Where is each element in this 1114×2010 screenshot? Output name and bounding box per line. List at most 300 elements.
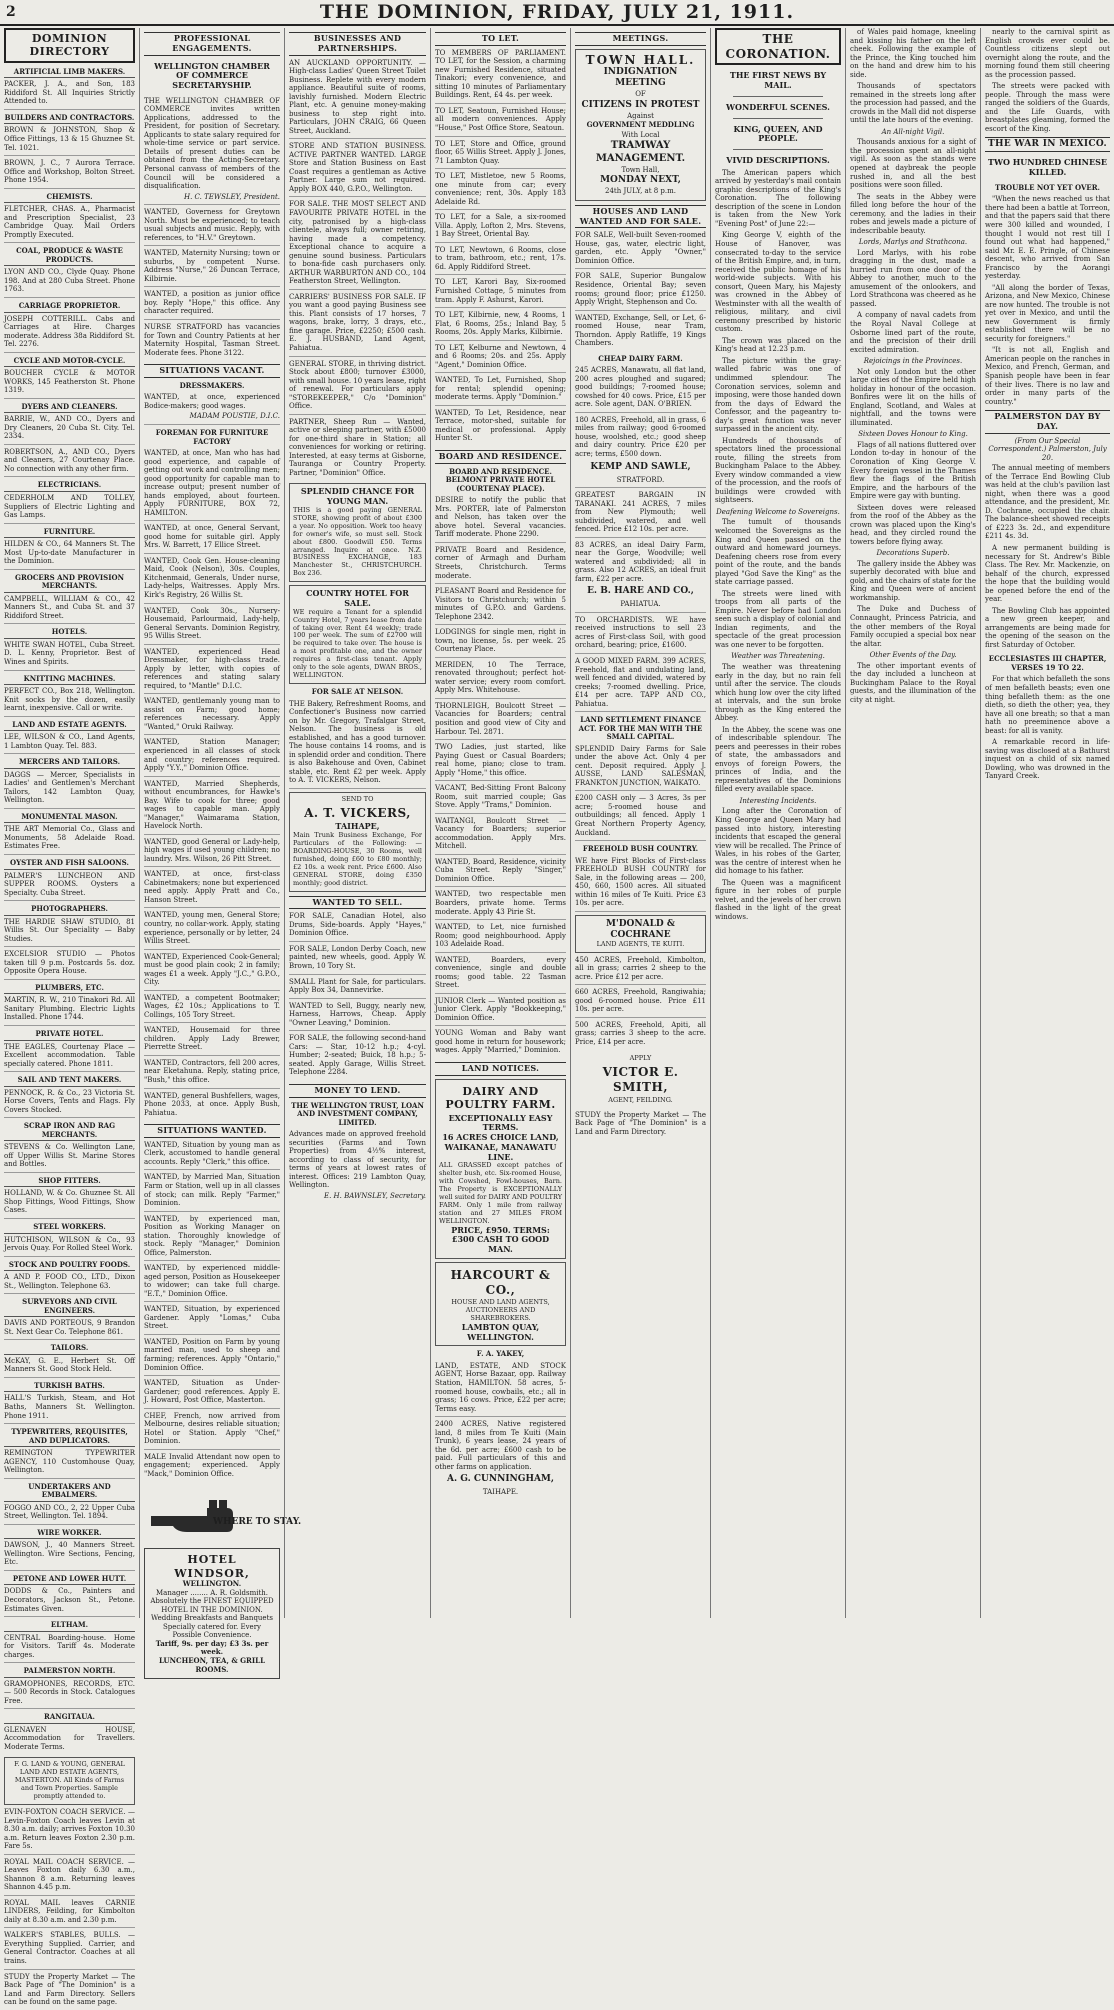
- situation-wanted-ad: WANTED, by Married Man, Situation Farm or Station, well up in all classes of stock; can milk. Reply "Farmer," Dominion.: [144, 1173, 280, 1211]
- directory-entry: HOLLAND, W. & Co. Ghuznee St. All Shop Fittings, Wood Fittings, Show Cases.: [4, 1189, 135, 1219]
- board-ad: WANTED, Boarders, every convenience, single and double rooms; good table. 22 Tasman Street.: [435, 956, 566, 994]
- situation-wanted-ad: WANTED, by experienced middle-aged person, Position as Housekeeper to widower; can take full charge. "E.T.," Dominion Office.: [144, 1264, 280, 1302]
- meeting-l10: MONDAY NEXT,: [600, 175, 681, 186]
- kemp-place: STRATFORD.: [616, 475, 665, 484]
- sell-ad: FOR SALE, Canadian Hotel, also Drums, Side-boards. Apply "Hayes," Dominion Office.: [289, 912, 426, 942]
- war-deck2: TROUBLE NOT YET OVER.: [995, 182, 1100, 192]
- house-ad: WANTED, Exchange, Sell, or Let, 6-roomed House, near Tram, Thorndon. Apply Ratliffe, 19 Kings Chambers.: [575, 313, 706, 348]
- directory-entry: JOSEPH COTTERILL. Cabs and Carriages at Hire. Charges moderate. Address 38a Riddiford St. Tel. 2276.: [4, 315, 135, 353]
- vickers-ad: [289, 792, 426, 892]
- country-hotel-body: WE require a Tenant for a splendid Country Hotel, 7 years lease from date of taking over. Rent £4 weekly; trade 100 per week. The sum of £2700 will be required to take over. The house is a most profitable one, and the owner requires a first-class tenant. Apply only to the sole agents, DWAN BROS., WELLINGTON.: [293, 607, 422, 680]
- hotel-extra: LUNCHEON, TEA, & GRILL ROOMS.: [158, 1655, 265, 1674]
- directory-entry: BROWN & JOHNSTON, Shop & Office Fittings, 13 & 15 Ghuznee St. Tel. 1021.: [4, 126, 135, 156]
- yakey-title: F. A. YAKEY,: [476, 1349, 525, 1359]
- directory-section-heading: STOCK AND POULTRY FOODS.: [4, 1260, 135, 1272]
- directory-section-heading: ELECTRICIANS.: [4, 480, 135, 492]
- story-paragraph: The streets were lined with troops from all parts of the Empire. Never before had London seen such a display of colonial and Indian regiments, and the spectacle of the great procession was one never to be forgotten.: [715, 589, 841, 649]
- situation-vacant-ad: WANTED, gentlemanly young man to assist on Farm; good home; references necessary. Apply "Wanted," Oruki Railway.: [144, 697, 280, 735]
- vacant-ads: [144, 524, 280, 1120]
- smith-ad: [575, 1052, 706, 1107]
- situation-vacant-ad: WANTED, experienced Head Dressmaker, for high-class trade. Apply by letter, with copies of references and stating salary required, to "Mantle" D.I.C.: [144, 648, 280, 695]
- sell-ad: SMALL Plant for Sale, for particulars. Apply Box 34, Dannevirke.: [289, 978, 426, 999]
- story-paragraph: King George V, eighth of the House of Hanover, was consecrated to-day to the service of the British Empire, and, in turn, received the public homage of his world-wide subjects. With his consort, Queen Mary, his Majesty was crowned in the Abbey of Westminster with all the wealth of religious, military, and civil ceremony prescribed by historic custom.: [715, 231, 841, 334]
- story-paragraph: The picture within the gray-walled fabric was one of undimmed splendour. The Coronation services, solemn and imposing, were those handed down from the days of Edward the Confessor, and the pageantry to-day's great function was never surpassed in the ancient city.: [715, 356, 841, 434]
- directory-section-heading: GROCERS AND PROVISION MERCHANTS.: [4, 573, 135, 593]
- column-news: [980, 28, 1114, 1618]
- chamber-sub: SECRETARYSHIP.: [172, 80, 252, 90]
- coach-ad: EVIN-FOXTON COACH SERVICE. — Levin-Foxton Coach leaves Levin at 8.30 a.m. daily; arrives Foxton 10.30 a.m. Return leaves Foxton 2.30 p.m. Fare 5s.: [4, 1808, 135, 1855]
- yakey-ad: [435, 1349, 566, 1417]
- chamber-sig: H. C. TEWSLEY, President.: [183, 192, 280, 201]
- situation-vacant-ad: WANTED, good General or Lady-help, high wages if used young children; no laundry. Mrs. Wilson, 26 Pitt Street.: [144, 838, 280, 868]
- sell-ad: FOR SALE, London Derby Coach, new painted, new wheels, good. Apply W. Brown, 10 Tory St.: [289, 945, 426, 975]
- hand-pointer-icon: [147, 1486, 302, 1542]
- situation-vacant-ad: WANTED, Cook 30s., Nursery-Housemaid, Parlourmaid, Lady-help, General Servants. Dominion Registry, 95 Willis Street.: [144, 607, 280, 645]
- belmont-ad: [435, 467, 566, 543]
- board-ad: PRIVATE Board and Residence, corner of Armagh and Durham Streets, Christchurch. Terms moderate.: [435, 546, 566, 584]
- belmont-body: DESIRE to notify the public that Mrs. PORTER, late of Palmerston and Nelson, has taken over the above hotel. Several vacancies. Tariff moderate. Phone 2290.: [435, 496, 566, 539]
- board-ad: PLEASANT Board and Residence for Visitors to Christchurch; within 5 minutes of G.P.O. and Gardens. Telephone 2342.: [435, 587, 566, 625]
- vickers-send: SEND TO: [341, 794, 374, 803]
- chamber-body: [144, 97, 280, 205]
- deck-rule: [733, 149, 823, 150]
- situation-wanted-ad: WANTED, Position on Farm by young married man, used to sheep and farming; references. Apply "Ontario," Dominion Office.: [144, 1338, 280, 1376]
- hotel-body: Absolutely the FINEST EQUIPPED HOTEL IN THE DOMINION. Wedding Breakfasts and Banquets Specially catered for. Every Possible Convenience.: [150, 1597, 274, 1640]
- hotel-tariff: Tariff, 9s. per day; £3 3s. per week.: [155, 1638, 269, 1657]
- coronation-deck4: VIVID DESCRIPTIONS.: [726, 155, 830, 165]
- newspaper-title: THE DOMINION, FRIDAY, JULY 21, 1911.: [319, 1, 795, 23]
- c7-body-3: [850, 368, 976, 428]
- palmerston-sub: (From Our Special Correspondent.) Palmerston, July 20.: [988, 436, 1107, 462]
- sell-ad: FOR SALE, the following second-hand Cars: — Star, 10-12 h.p.; 4-cyl. Humber; 2-seated; Buick, 18 h.p.; 5-seated. Apply Garage, Willis Street. Telephone 2284.: [289, 1034, 426, 1077]
- story-paragraph: Thousands of spectators remained in the streets long after the procession had passed, and the crowds in the Mall did not disperse until the late hours of the evening.: [850, 82, 976, 125]
- coronation-cont-body: [850, 28, 976, 125]
- to-let-ad: WANTED, To Let, Furnished, Shop for rental; splendid opening; moderate terms. Apply "Dominion.": [435, 376, 566, 406]
- cunningham-name: A. G. CUNNINGHAM,: [446, 1474, 555, 1485]
- money-heading: MONEY TO LEND.: [289, 1084, 426, 1098]
- board-heading: BOARD AND RESIDENCE.: [435, 450, 566, 464]
- belmont-title: BOARD AND RESIDENCE. BELMONT PRIVATE HOTEL (COURTENAY PLACE).: [445, 466, 556, 493]
- directory-entry: CENTRAL Boarding-house. Home for Visitors. Tariff 4s. Moderate charges.: [4, 1634, 135, 1664]
- coronation-deck3: KING, QUEEN, AND PEOPLE.: [733, 123, 823, 144]
- directory-entry: HILDEN & CO., 64 Manners St. The Most Up-to-date Manufacturer in the Dominion.: [4, 540, 135, 570]
- story-paragraph: Thousands anxious for a sight of the procession spent an all-night vigil. As soon as the stands were opened at daybreak the people rushed in, and all the best positions were soon filled.: [850, 138, 976, 190]
- meeting-l8: TRAMWAY MANAGEMENT.: [595, 140, 686, 164]
- story-paragraph: The seats in the Abbey were filled long before the hour of the ceremony, and the ladies in their robes and jewels made a picture of indescribable beauty.: [850, 192, 976, 235]
- board-ad: WANTED, two respectable men Boarders, private home. Terms moderate. Apply 43 Pirie St.: [435, 890, 566, 920]
- meeting-l9: Town Hall,: [621, 165, 660, 174]
- directory-entry: McKAY, G. E., Herbert St. Off Manners St. Good Stock Held.: [4, 1357, 135, 1378]
- directory-section-heading: CYCLE AND MOTOR-CYCLE.: [4, 356, 135, 368]
- coronation-body: [715, 169, 841, 505]
- directory-section-heading: MERCERS AND TAILORS.: [4, 757, 135, 769]
- situation-wanted-ad: CHEF, French, now arrived from Melbourne, desires reliable situation; Hotel or Station. Apply "Chef," Dominion.: [144, 1412, 280, 1450]
- freehold-ad: [575, 416, 706, 488]
- story-paragraph: Hundreds of thousands of spectators lined the processional route, filling the streets from Buckingham Palace to the Abbey. Every window commanded a view of the procession, and the roofs of buildings were crowded with sightseers.: [715, 436, 841, 505]
- bush-title: FREEHOLD BUSH COUNTRY.: [582, 844, 699, 854]
- story-paragraph: The American papers which arrived by yesterday's mail contain graphic descriptions of the King's Coronation. The following description of the scene in London is taken from the New York "Evening Post" of June 22:—: [715, 168, 841, 228]
- situation-wanted-ad: WANTED, Situation by young man as Clerk, accustomed to handle general accounts. Reply "Clerk," this office.: [144, 1141, 280, 1171]
- taranaki-ad: GREATEST BARGAIN IN TARANAKI. 241 ACRES, 7 miles from New Plymouth; well subdivided, watered, and well fenced. Price £12 10s. per acre.: [575, 491, 706, 538]
- story-paragraph: "It is not all, English and American people on the ranches in Mexico, and French, German, and Spanish people have been in fear of their lives. There is no law and order in many parts of the country.": [985, 346, 1110, 406]
- directory-entry: THE HARDIE SHAW STUDIO, 81 Willis St. Our Speciality — Baby Studies.: [4, 918, 135, 948]
- foreman-ad: [144, 428, 280, 521]
- news-top-body: [985, 28, 1110, 133]
- directory-section-heading: STEEL WORKERS.: [4, 1222, 135, 1234]
- directory-entry: THE EAGLES, Courtenay Place — Excellent accommodation. Table specially catered. Phone 1811.: [4, 1043, 135, 1073]
- coach-ad: WALKER'S STABLES, BULLS. — Everything Supplied. Carrier, and General Contractor. Coaches at all trains.: [4, 1931, 135, 1969]
- mcdonald-line: LAND AGENTS, TE KUITI.: [596, 939, 685, 948]
- directory-section-heading: SHOP FITTERS.: [4, 1176, 135, 1188]
- directory-entry: CAMPBELL, WILLIAM & CO., 42 Manners St., and Cuba St. and 37 Riddiford Street.: [4, 595, 135, 625]
- country-hotel-title: COUNTRY HOTEL FOR SALE.: [306, 588, 409, 608]
- directory-entry: ROBERTSON, A., AND CO., Dyers and Cleaners, 27 Courtenay Place. No connection with any other firm.: [4, 448, 135, 478]
- board-ad: WANTED, Board, Residence, vicinity Cuba Street. Reply "Singer," Dominion Office.: [435, 858, 566, 888]
- trust-ad: [289, 1101, 426, 1204]
- story-paragraph: Flags of all nations fluttered over London to-day in honour of the Coronation of King George V. Every foreign vessel in the Thames flew the flags of the British Empire, and the harbours of the Empire were gay with bunting.: [850, 440, 976, 501]
- story-paragraph: The Bowling Club has appointed a new green keeper, and arrangements are being made for the opening of the season on the first Saturday of October.: [985, 606, 1110, 649]
- meeting-l7: With Local: [621, 130, 660, 139]
- directory-section-heading: CARRIAGE PROPRIETOR.: [4, 301, 135, 313]
- situation-vacant-ad: WANTED, Station Manager; experienced in all classes of stock and country; references required. Apply "Y.Y.," Dominion Office.: [144, 738, 280, 776]
- c7-body-2: [850, 249, 976, 354]
- coronation-banner: THE CORONATION.: [715, 28, 841, 65]
- business-ad: CARRIERS' BUSINESS FOR SALE. IF you want a good paying Business see this. Plant consists of 17 horses, 7 wagons, brake, lorry, 3 drays, etc., fine garage. Price, £2250; £500 cash. E. J. HUSBAND, Land Agent, Pahiatua.: [289, 293, 426, 357]
- businesses-heading: BUSINESSES AND PARTNERSHIPS.: [289, 32, 426, 56]
- column-businesses: [284, 28, 430, 1618]
- directory-section-heading: LAND AND ESTATE AGENTS.: [4, 720, 135, 732]
- dressmakers-text: WANTED, at once, experienced Bodice-makers; good wages.: [144, 393, 280, 410]
- story-paragraph: Lord Marlys, with his robe dragging in the dust, made a hurried run from one door of the Abbey to another, much to the amusement of the onlookers, and Lord Strathcona was cheered as he passed.: [850, 248, 976, 308]
- directory-section-heading: BUILDERS AND CONTRACTORS.: [4, 113, 135, 125]
- page-number: 2: [6, 4, 16, 20]
- situation-vacant-ad: WANTED, general Bushfellers, wages, Phone 2033, at once. Apply Bush, Pahiatua.: [144, 1091, 280, 1117]
- dairy-body: ALL GRASSED except patches of shelter bush, etc. Six-roomed House, with Cowshed, Fowl-houses, Barn. The Property is EXCEPTIONALLY well suited for DAIRY AND POULTRY FARM. Only 1 mile from railway station and 27 MILES FROM WELLINGTON.: [439, 1161, 562, 1225]
- directory-section-heading: COAL, PRODUCE & WASTE PRODUCTS.: [4, 246, 135, 266]
- directory-entry: BROWN, J. C., 7 Aurora Terrace. Office and Workshop, Bolton Street. Phone 1954.: [4, 159, 135, 189]
- coach-ad: STUDY the Property Market — The Back Page of "The Dominion" is a Land and Farm Directory. Sellers can be found on the same page.: [4, 1972, 135, 2007]
- wanted-ads: [144, 1141, 280, 1482]
- directory-section-heading: ELTHAM.: [4, 1620, 135, 1632]
- directory-section-heading: CHEMISTS.: [4, 192, 135, 204]
- story-paragraph: nearly to the carnival spirit as English crowds ever could be. Countless citizens slept out overnight along the route, and the morning found them still cheering as the procession passed.: [985, 28, 1110, 79]
- dairy-l1: DAIRY AND POULTRY FARM.: [445, 1084, 556, 1112]
- directory-section-heading: TAILORS.: [4, 1343, 135, 1355]
- story-paragraph: "All along the border of Texas, Arizona, and New Mexico, Chinese are now hunted. The trouble is not yet over in Mexico, and until the new Government is firmly established there will be no security for foreigners.": [985, 283, 1110, 343]
- dairy-l2: EXCEPTIONALLY EASY TERMS.: [448, 1112, 553, 1133]
- c7-sub4: Sixteen Doves Honour to King.: [858, 430, 968, 439]
- story-paragraph: For that which befalleth the sons of men befalleth beasts; even one thing befalleth them: as the one dieth, so dieth the other; yea, they have all one breath; so that a man hath no preeminence above a beast: for all is vanity.: [985, 675, 1110, 735]
- board-ad: WAITANGI, Boulcott Street — Vacancy for Boarders; superior accommodation. Apply Mrs. Mitchell.: [435, 817, 566, 855]
- dairy-l3: 16 ACRES CHOICE LAND,: [442, 1132, 559, 1143]
- directory-entry: THE ART Memorial Co., Glass and Monuments, 58 Adelaide Road. Estimates Free.: [4, 825, 135, 855]
- to-let-ad: TO MEMBERS OF PARLIAMENT. TO LET, for the Session, a charming new Furnished Residence, situated Tinakori; every convenience, and sitting 10 minutes of Parliamentary Buildings. Rent, £4 4s. per week.: [435, 49, 566, 104]
- foreman-title: FOREMAN FOR FURNITURE FACTORY: [155, 427, 269, 446]
- c7-sub2: Lords, Marlys and Strathcona.: [858, 238, 968, 247]
- directory-section-heading: WIRE WORKER.: [4, 1528, 135, 1540]
- directory-section-heading: PALMERSTON NORTH.: [4, 1666, 135, 1678]
- directory-section-heading: OYSTER AND FISH SALOONS.: [4, 858, 135, 870]
- meeting-l2: INDIGNATION MEETING: [603, 67, 678, 89]
- business-ads: [289, 59, 426, 481]
- to-let-ad: WANTED, To Let, Residence, near Terrace, motor-shed, suitable for medical or professional. Apply Hunter St.: [435, 408, 566, 443]
- directory-entry: REMINGTON TYPEWRITER AGENCY, 110 Customhouse Quay, Wellington.: [4, 1449, 135, 1479]
- chamber-title: WELLINGTON CHAMBER OF COMMERCE: [154, 60, 270, 81]
- ecclesiastes-body: [985, 675, 1110, 780]
- business-ad: GENERAL STORE, in thriving district. Stock about £800; turnover £3000, with small house. 10 years lease, right of renewal. For particulars apply "STOREKEEPER," C/o "Dominion" Office.: [289, 360, 426, 415]
- directory-banner: DOMINION DIRECTORY: [4, 28, 135, 63]
- bush-ad: [575, 844, 706, 912]
- directory-section-heading: HOTELS.: [4, 627, 135, 639]
- war-heading: THE WAR IN MEXICO.: [985, 137, 1110, 152]
- directory-section-heading: KNITTING MACHINES.: [4, 674, 135, 686]
- feilding-ad: 500 ACRES, Freehold, Apiti, all grass; carries 3 sheep to the acre. Price, £14 per acre.: [575, 1020, 706, 1046]
- to-let-ad: TO LET, Karori Bay, Six-roomed Furnished Cottage, 5 minutes from tram. Apply F. Ashurst, Karori.: [435, 278, 566, 308]
- situation-wanted-ad: WANTED, Situation, by experienced Gardener. Apply "Lomas," Cuba Street.: [144, 1305, 280, 1335]
- study-ad: STUDY the Property Market — The Back Page of "The Dominion" is a Land and Farm Directory.: [575, 1110, 706, 1136]
- land-notices-heading: LAND NOTICES.: [435, 1062, 566, 1076]
- feilding-ads: [575, 956, 706, 1050]
- board-ad: LODGINGS for single men, right in town, no license, 5s. per week. 25 Courtenay Place.: [435, 628, 566, 658]
- coronation-deck1: THE FIRST NEWS BY MAIL.: [729, 70, 827, 90]
- situation-vacant-ad: WANTED, Contractors, fell 200 acres, near Eketahuna. Reply, stating price, "Bush," this office.: [144, 1059, 280, 1089]
- coronation-sub2: Weather was Threatening.: [731, 652, 825, 661]
- directory-entry: PALMER'S LUNCHEON AND SUPPER ROOMS. Oysters a Specialty. Cuba Street.: [4, 872, 135, 902]
- situation-wanted-ad: WANTED, by experienced man, Position as Working Manager on station. Thoroughly knowledge of stock. Reply "Manager," Dominion Office, Palmerston.: [144, 1215, 280, 1262]
- mcdonald-ad: [575, 915, 706, 953]
- board-ad: VACANT, Bed-Sitting Front Balcony Room, suit married couple; Gas Stove. Apply "Trams," Dominion.: [435, 784, 566, 814]
- meeting-l4: CITIZENS IN PROTEST: [581, 99, 700, 110]
- coach-ads: [4, 1808, 135, 2010]
- trust-body: Advances made on approved freehold securities (Farms and Town Properties) from 4½% interest, according to class of security, for terms of years at lowest rates of interest. Offices: 219 Lambton Quay, Wellington.: [289, 1130, 426, 1190]
- board-ad: MERIDEN, 10 The Terrace, renovated throughout; perfect hot-water service; every room comfort. Apply Mrs. Whitehouse.: [435, 661, 566, 699]
- story-paragraph: "When the news reached us that there had been a battle at Torreon, and that the papers said that there were 300 killed and wounded, I thought I would not rest till I found out what had happened," said Mr. E. E. Pringle, of Chinese descent, who arrived from San Francisco by the Aorangi yesterday.: [985, 195, 1110, 281]
- vacant-heading: SITUATIONS VACANT.: [144, 364, 280, 378]
- country-hotel-ad: [289, 585, 426, 684]
- situation-wanted-ad: MALE Invalid Attendant now open to engagement; experienced. Apply "Mack," Dominion Office.: [144, 1452, 280, 1478]
- column-coronation: [710, 28, 845, 1618]
- vickers-name: A. T. VICKERS,: [304, 805, 411, 820]
- situation-vacant-ad: WANTED, Housemaid for three children. Apply Lady Brewer, Pierrette Street.: [144, 1026, 280, 1056]
- hotel-manager: Manager ........ A. R. Goldsmith.: [155, 1588, 268, 1597]
- directory-entry: GRAMOPHONES, RECORDS, ETC. — 500 Records in Stock. Catalogues Free.: [4, 1680, 135, 1710]
- mcdonald-name: M'DONALD & COCHRANE: [606, 918, 675, 940]
- cunningham-body: 2400 ACRES, Native registered land, 8 miles from Te Kuiti (Main Trunk), 6 years lease, 24 years of the 6d. per acre; £600 cash to be paid. Full particulars of this and other farms on application.: [435, 1420, 566, 1471]
- professional-heading: PROFESSIONAL ENGAGEMENTS.: [144, 32, 280, 56]
- board-ad: TWO Ladies, just started, like Paying Guest or Casual Boarders; real home, piano; close to tram. Apply "Home," this office.: [435, 743, 566, 781]
- directory-entry: HALL'S Turkish, Steam, and Hot Baths, Manners St. Wellington. Phone 1911.: [4, 1394, 135, 1424]
- directory-section-heading: SURVEYORS AND CIVIL ENGINEERS.: [4, 1297, 135, 1317]
- hare-body: 83 ACRES, an ideal Dairy Farm, near the Gorge, Woodville; well watered and subdivided; all in grass. Also 12 ACRES, an ideal fruit farm, £22 per acre.: [575, 540, 706, 583]
- directory-entry: DAGGS — Mercer, Specialists in Ladies' and Gentlemen's Merchant Tailors, 142 Lambton Quay, Wellington.: [4, 771, 135, 809]
- to-let-ad: TO LET, Kilbirnie, new, 4 Rooms, 1 Flat, 6 Rooms, 25s.; Inland Bay, 5 Rooms, 20s. Apply Marks, Kilbirnie.: [435, 311, 566, 341]
- coronation-body-4: [715, 807, 841, 921]
- directory-entry: DODDS & Co., Painters and Decorators, Jackson St., Petone. Estimates Given.: [4, 1587, 135, 1617]
- hotel-windsor-ad: [144, 1548, 280, 1679]
- dressmakers-ad: [144, 381, 280, 425]
- story-paragraph: The Duke and Duchess of Connaught, Princess Patricia, and the other members of the Royal Family occupied a special box near the altar.: [850, 605, 976, 648]
- nelson-title: FOR SALE AT NELSON.: [311, 687, 404, 696]
- professional-ads: [144, 208, 280, 360]
- story-paragraph: Long after the Coronation of King George and Queen Mary had passed into history, interesting incidents that escaped the general view will be recalled. The Prince of Wales, in his robes of the Garter, was the centre of interest when he did homage to his father.: [715, 807, 841, 876]
- directory-section-heading: PLUMBERS, ETC.: [4, 983, 135, 995]
- to-let-ad: TO LET, Store and Office, ground floor, 65 Willis Street. Apply J. Jones, 71 Lambton Quay.: [435, 140, 566, 170]
- c7-body-1: [850, 138, 976, 235]
- meeting-l5: Against: [627, 111, 654, 120]
- hotel-city: WELLINGTON.: [182, 1579, 242, 1589]
- nelson-ad: [289, 687, 426, 789]
- situation-vacant-ad: WANTED, Cook Gen. House-cleaning Maid, Cook (Nelson), 30s. Couples, Kitchenmaid, Generals, Under nurse, Lady-helps, Waitresses. Apply Mrs. Kirk's Registry, 26 Willis St.: [144, 557, 280, 604]
- sell-ads: [289, 912, 426, 1080]
- directory-entry: HUTCHISON, WILSON & Co., 93 Jervois Quay. For Rolled Steel Work.: [4, 1236, 135, 1257]
- directory-entry: MARTIN, R. W., 210 Tinakori Rd. All Sanitary Plumbing. Electric Lights Installed. Phone 1744.: [4, 996, 135, 1026]
- settlement-title: LAND SETTLEMENT FINANCE ACT. FOR THE MAN WITH THE SMALL CAPITAL.: [578, 715, 703, 742]
- directory-entry: PERFECT CO., Box 218, Wellington. Knit socks by the dozen, easily learnt, inexpensive. Call or write.: [4, 687, 135, 717]
- meeting-l3: OF: [635, 90, 646, 99]
- house-ad: FOR SALE, Superior Bungalow Residence, Oriental Bay; seven rooms; ground floor; price £1250. Apply Wright, Stephenson and Co.: [575, 272, 706, 310]
- column-meetings: [570, 28, 710, 1618]
- coronation-body-3: [715, 663, 841, 794]
- story-paragraph: of Wales paid homage, kneeling and kissing his father on the left cheek. Following the example of the Prince, the King touched him on the hand and drew him to his side.: [850, 28, 976, 79]
- dairy-l4: WAIKANAE, MANAWATU LINE.: [444, 1141, 557, 1162]
- directory-entry: BARRIE, W., AND CO., Dyers and Dry Cleaners, 20 Cuba St. City. Tel. 2334.: [4, 415, 135, 445]
- directory-section-heading: SCRAP IRON AND RAG MERCHANTS.: [4, 1121, 135, 1141]
- directory-section-heading: TYPEWRITERS, REQUISITES, AND DUPLICATORS.: [4, 1427, 135, 1447]
- directory-section-heading: ARTIFICIAL LIMB MAKERS.: [4, 67, 135, 79]
- nelson-body: THE Bakery, Refreshment Rooms, and Confectioner's Business now carried on by Mr. Gregory, Trafalgar Street, Nelson. The business is old established, and has a good turnover. The house contains 14 rooms, and is in splendid order and condition. There is also Bakehouse and Oven, Cabinet stable, etc. Rent £2 per week. Apply to A. T. VICKERS, Nelson.: [289, 699, 426, 785]
- story-paragraph: The gallery inside the Abbey was superbly decorated with blue and gold, and the chairs of state for the King and Queen were of ancient workmanship.: [850, 559, 976, 602]
- directory-entry: DAWSON, J., 40 Manners Street. Wellington. Wire Sections, Fencing, Etc.: [4, 1541, 135, 1571]
- story-paragraph: A new permanent building is necessary for St. Andrew's Bible Class. The Rev. Mr. Mackenzie, on behalf of the church, expressed the hope that the building would be opened before the end of the year.: [985, 544, 1110, 604]
- hare-ad: [575, 541, 706, 613]
- classified-ad: WANTED, Governess for Greytown North. Must be experienced; to teach usual subjects and music. Reply, with references, to "H.V." Greytown.: [144, 208, 280, 246]
- harcourt-line: HOUSE AND LAND AGENTS, AUCTIONEERS AND SHAREBROKERS.: [451, 1298, 550, 1322]
- business-ad: AN AUCKLAND OPPORTUNITY. — High-class Ladies' Queen Street Toilet Business. Replete with every modern appliance. Beautiful suite of rooms, lavishly furnished. Modern Electric Plant, etc. A genuine money-making business to step right into. Particulars, JOHN CRAIG, 66 Queen Street, Auckland.: [289, 59, 426, 140]
- foreman-text: WANTED, at once, Man who has had good experience, and capable of getting out work and controlling men; good opportunity for capable man to increase output; present number of hands employed, about fourteen. Apply FURNITURE, BOX 72, HAMILTON.: [144, 449, 280, 517]
- column-to-let: [430, 28, 570, 1618]
- trust-title: THE WELLINGTON TRUST, LOAN AND INVESTMENT COMPANY, LIMITED.: [291, 1100, 424, 1127]
- classified-ad: WANTED, Maternity Nursing; town or suburbs, by competent Nurse. Address "Nurse," 26 Duncan Terrace, Kilbirnie.: [144, 249, 280, 287]
- directory-section-heading: PHOTOGRAPHERS.: [4, 904, 135, 916]
- smith-intro: APPLY: [629, 1054, 652, 1063]
- orchardists-ad: TO ORCHARDISTS. WE have received instructions to sell 23 acres of First-class Soil, with good orchard, bearing; price, £1600.: [575, 616, 706, 654]
- directory-entry: PENNOCK, R. & Co., 23 Victoria St. Horse Covers, Tents and Flags. Fly Covers Stocked.: [4, 1089, 135, 1119]
- vickers-body: Main Trunk Business Exchange, For Particulars of the Following: — BOARDING-HOUSE, 30 Rooms, well furnished, doing £60 to £80 monthly; £2 10s. a week rent. Price £600. Also GENERAL STORE, doing £350 monthly; good district.: [293, 831, 422, 887]
- directory-entry: BOUCHER CYCLE & MOTOR WORKS, 145 Featherston St. Phone 1319.: [4, 369, 135, 399]
- wanted-heading: SITUATIONS WANTED.: [144, 1124, 280, 1138]
- story-paragraph: The crown was placed on the King's head at 12.23 p.m.: [715, 336, 841, 354]
- story-paragraph: Sixteen doves were released from the roof of the Abbey as the crown was placed upon the King's head, and they circled round the towers before flying away.: [850, 503, 976, 546]
- directory-section-heading: FURNITURE.: [4, 527, 135, 539]
- directory-section-heading: RANGITAUA.: [4, 1712, 135, 1724]
- directory-entry: PACKER, J. A., and Son, 183 Riddiford St. All Inquiries Strictly Attended to.: [4, 80, 135, 110]
- board-ad: THORNLEIGH, Boulcott Street — Vacancies for Boarders; central position and good view of City and Harbour. Tel. 2871.: [435, 702, 566, 740]
- column-professional: [139, 28, 302, 1674]
- coach-ad: ROYAL MAIL leaves CARNIE LINDERS, Feilding, for Kimbolton daily at 8.30 a.m. and 2.30 p.m.: [4, 1899, 135, 1929]
- to-let-ad: TO LET, Mistletoe, new 5 Rooms, one minute from car; every convenience; rent, 30s. Apply 183 Adelaide Rd.: [435, 172, 566, 210]
- trust-sig: E. H. BAWNSLEY, Secretary.: [323, 1191, 426, 1200]
- dressmakers-title: DRESSMAKERS.: [179, 380, 245, 390]
- cheap-dairy-ad: [575, 354, 706, 413]
- directory-section-heading: UNDERTAKERS AND EMBALMERS.: [4, 1482, 135, 1502]
- directory-entry: FLETCHER, CHAS. A., Pharmacist and Prescription Specialist, 23 Cambridge Quay. Mail Orders Promptly Executed.: [4, 205, 135, 243]
- column-directory: [0, 28, 139, 2007]
- land-young-notice: [4, 1757, 135, 1805]
- directory-entry: CEDERHOLM AND TOLLEY, Suppliers of Electric Lighting and Gas Lamps.: [4, 494, 135, 524]
- story-paragraph: The other important events of the day included a luncheon at Buckingham Palace to the Royal guests, and the illumination of the city at night.: [850, 661, 976, 704]
- feilding-ad: 660 ACRES, Freehold, Rangiwahia; good 6-roomed house. Price £11 10s. per acre.: [575, 988, 706, 1018]
- deck-rule: [733, 118, 823, 119]
- hare-place: PAHIATUA.: [620, 600, 661, 609]
- business-ad: PARTNER, Sheep Run — Wanted, active or sleeping partner, with £5000 for one-third share in Station; all conveniences for working or retiring. Interested, at easy terms at Gisborne, Tauranga or Country Property. Partner, "Dominion" Office.: [289, 417, 426, 477]
- directory-section-heading: DYERS AND CLEANERS.: [4, 402, 135, 414]
- situation-vacant-ad: WANTED, Experienced Cook-General; must be good plain cook; 2 in family; wages £1 a week. Apply "J.C.," G.P.O., City.: [144, 953, 280, 991]
- column-coronation-cont: [845, 28, 980, 1618]
- settlement-ad: [575, 715, 706, 791]
- war-deck: TWO HUNDRED CHINESE KILLED.: [988, 157, 1107, 178]
- hotel-name: HOTEL WINDSOR,: [174, 1553, 250, 1580]
- story-paragraph: The weather was threatening early in the day, but no rain fell until after the service. The clouds which hung low over the city lifted at intervals, and the sun broke through as the King entered the Abbey.: [715, 662, 841, 723]
- c7-body-5: [850, 560, 976, 648]
- to-let-ad: TO LET, Seatoun, Furnished House; all modern conveniences. Apply "House," Post Office Store, Seatoun.: [435, 107, 566, 137]
- coronation-sub1: Deafening Welcome to Sovereigns.: [716, 507, 840, 516]
- feilding-ad: 450 ACRES, Freehold, Kimbolton, all in grass; carries 2 sheep to the acre. Price £12 per acre.: [575, 956, 706, 986]
- coach-ad: ROYAL MAIL COACH SERVICE. — Leaves Foxton daily 6.30 a.m., Shannon 8 a.m. Returning leaves Shannon 4.45 p.m.: [4, 1858, 135, 1896]
- cheap-dairy-title: CHEAP DAIRY FARM.: [598, 353, 683, 363]
- directory-section-heading: TURKISH BATHS.: [4, 1381, 135, 1393]
- meeting-l11: 24th JULY, at 8 p.m.: [605, 187, 676, 196]
- sell-ad: WANTED to Sell, Buggy, nearly new, Harness, Harrows, Cheap. Apply "Owner Leaving," Dominion.: [289, 1002, 426, 1032]
- story-paragraph: The tumult of thousands welcomed the Sovereigns as the King and Queen passed on the outward and homeward journeys. Deafening cheers rose from every point of the route, and the bands played "God Save the King" as the state carriage passed.: [715, 518, 841, 587]
- story-paragraph: Not only London but the other large cities of the Empire held high holiday in honour of the occasion. Bonfires were lit on the hills of England, Scotland, and Wales at nightfall, and the towns were illuminated.: [850, 367, 977, 427]
- chamber-notice: [144, 59, 280, 94]
- meeting-l6: GOVERNMENT MEDDLING: [586, 120, 695, 130]
- business-ad: FOR SALE. THE MOST SELECT AND FAVOURITE PRIVATE HOTEL in the city, patronised by a high-class clientele, always full; owner retiring, having made a competency. Exceptional chance to acquire a genuine sound business. Particulars to bona-fide cash purchasers only. ARTHUR WARBURTON AND CO., 104 Featherston Street, Wellington.: [289, 200, 426, 289]
- dairy-price: PRICE, £950. TERMS: £300 CASH TO GOOD MAN.: [451, 1224, 550, 1255]
- harcourt-addr: LAMBTON QUAY, WELLINGTON.: [461, 1321, 540, 1342]
- situation-vacant-ad: WANTED, at once, first-class Cabinetmakers; none but experienced need apply. Apply Pratt and Co., Hanson Street.: [144, 870, 280, 908]
- dressmakers-sig: MADAM POUSTIE, D.I.C.: [189, 412, 280, 421]
- vickers-place: TAIHAPE,: [335, 821, 380, 832]
- to-let-ads: [435, 49, 566, 446]
- where-to-stay-illustration: [144, 1484, 302, 1544]
- c7-sub5: Decorations Superb.: [876, 549, 950, 558]
- situation-wanted-ad: WANTED, Situation as Under-Gardener; good references. Apply E. J. Howard, Post Office, Masterton.: [144, 1379, 280, 1409]
- cunningham-place: TAIHAPE.: [482, 1488, 519, 1497]
- chance-body: THIS is a good paying GENERAL STORE, showing profit of about £300 a year. No opposition. Work too heavy for owner's wife, so must sell. Stock about £800. Goodwill £50. Terms arranged. Inquire at once. N.Z. BUSINESS EXCHANGE, 183 Manchester St., CHRISTCHURCH. Box 236.: [293, 505, 422, 578]
- classified-ad: NURSE STRATFORD has vacancies for Town and Country Patients at her Maternity Hospital, Tasman Street. Moderate fees. Phone 3122.: [144, 322, 280, 357]
- story-paragraph: A remarkable record in life-saving was disclosed at a Bathurst inquest on a child of six named Dowling, who was drowned in the Tanyard Creek.: [985, 738, 1110, 781]
- land-young-text: F. G. LAND & YOUNG, GENERAL LAND AND ESTATE AGENTS, MASTERTON. All Kinds of Farms and Town Properties. Sample promptly attended to.: [14, 1760, 125, 1801]
- story-paragraph: The annual meeting of members of the Terrace End Bowling Club was held at the club's pavilion last night, when there was a good attendance, and the president, Mr. D. Cochrane, occupied the chair. The balance-sheet showed receipts of £223 3s. 2d., and expenditure £211 4s. 3d.: [985, 464, 1110, 541]
- hare-name: E. B. HARE AND CO.,: [587, 586, 694, 597]
- harcourt-name: HARCOURT & CO.,: [450, 1267, 551, 1297]
- bush-body: WE have First Blocks of First-class FREEHOLD BUSH COUNTRY for Sale, in the following areas — 200, 450, 660, 1500 acres. All situated within 16 miles of Te Kuiti. Price £3 10s. per acre.: [575, 856, 706, 908]
- c7-body-6: [850, 662, 976, 705]
- harcourt-ad: [435, 1262, 566, 1347]
- board-ads: [435, 546, 566, 1058]
- cheap-dairy-body: 245 ACRES, Manawatu, all flat land, 200 acres ploughed and sugared; good buildings; 7-roomed house; cowshed for 40 cows. Price, £15 per acre. Sole agent, DAN. O'BRIEN.: [575, 366, 706, 409]
- directory-section-heading: PRIVATE HOTEL.: [4, 1029, 135, 1041]
- situation-vacant-ad: WANTED, young men, General Store; country, no collar-work. Apply, stating experience, personally or by letter, 24 Willis Street.: [144, 911, 280, 949]
- to-let-ad: TO LET, for a Sale, a six-roomed Villa. Apply, Lofton 2, Mrs. Stevens, 1 Bay Street, Oriental Bay.: [435, 213, 566, 243]
- board-ad: YOUNG Woman and Baby want good home in return for housework; wages. Apply "Married," Dominion.: [435, 1029, 566, 1055]
- mixed-farm-ad: A GOOD MIXED FARM. 399 ACRES, Freehold, flat and undulating land, well fenced and divided, watered by creeks; 7-roomed dwelling. Price, £14 per acre. TAPP AND CO., Pahiatua.: [575, 657, 706, 712]
- board-ad: JUNIOR Clerk — Wanted position as Junior Clerk. Apply "Bookkeeping," Dominion Office.: [435, 997, 566, 1027]
- situation-vacant-ad: WANTED, Married Shepherds, without encumbrances, for Hawke's Bay. Wife to cook for three; good wages to capable man. Apply "Manager," Waimarama Station, Havelock North.: [144, 780, 280, 835]
- meetings-heading: MEETINGS.: [575, 32, 706, 46]
- houses-ads: [575, 231, 706, 350]
